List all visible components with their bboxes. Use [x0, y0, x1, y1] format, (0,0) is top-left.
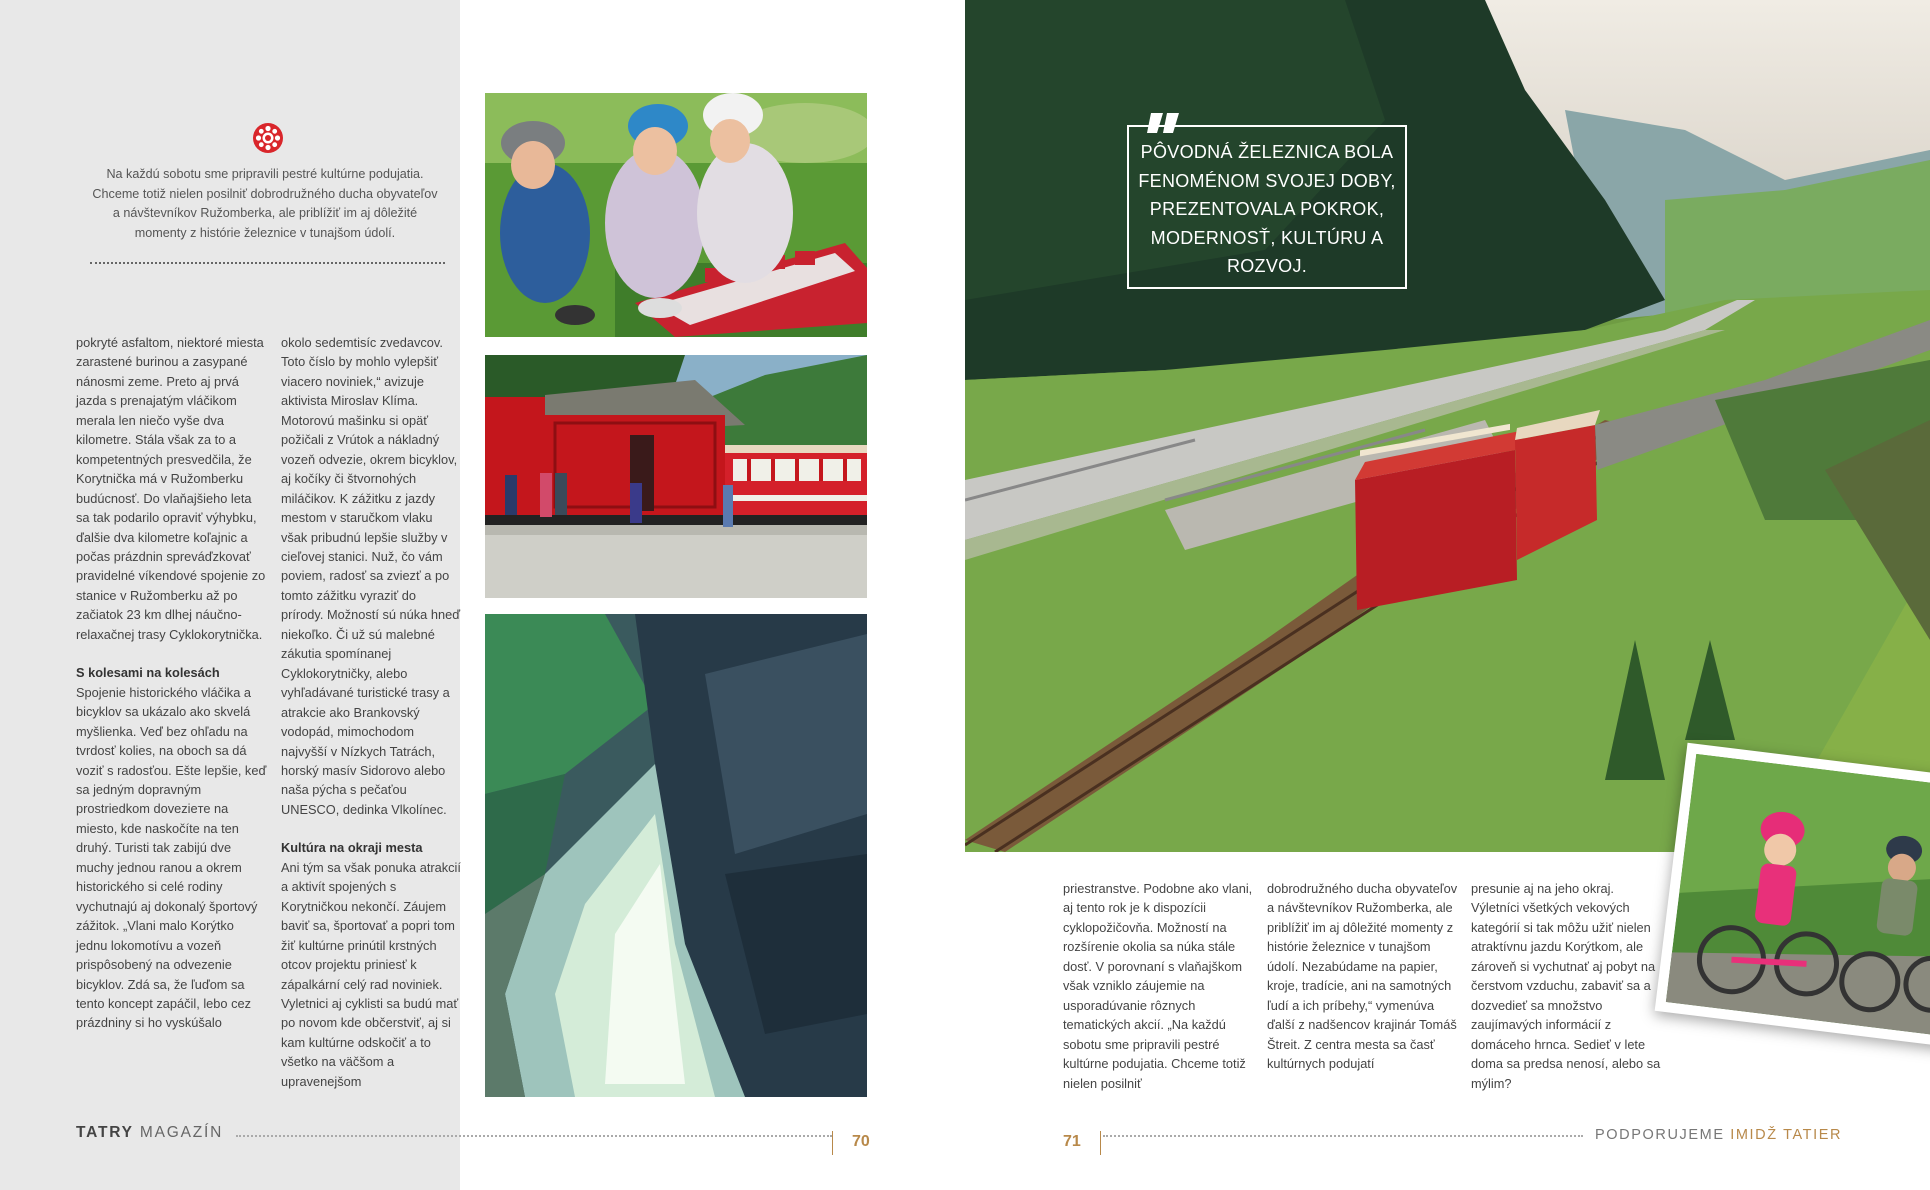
article-column-5 — [1471, 879, 1661, 1093]
page-number-right: 71 — [1063, 1133, 1081, 1150]
subheading: S kolesami na kolesách — [76, 665, 220, 681]
article-column-4 — [1267, 879, 1459, 1074]
slogan-light: PODPORUJEME — [1595, 1127, 1725, 1143]
paragraph: pokryté asfaltom, niektoré miesta zarastené burinou a zasypané nánosmi zeme. Preto aj prvá jazda s prenajatým vláčikom merala len niečo vyše dva kilometre. Stála však za to a kompetentných presvedčila, že Korytnička má v Ružomberku budúcnosť. Do vlaňajšieho leta sa tak podarilo opraviť výhybku, ďalšie dva kilometre koľajnic a počas prázdnin spreváďzkovať pravidelné víkendové spojenie zo stanice v Ružomberku až po začiatok 23 km dlhej náučno-relaxačnej trasy Cyklokorytnička. — [76, 335, 266, 642]
brand-bold: TATRY — [76, 1124, 134, 1141]
photo-train-valley — [965, 0, 1930, 852]
footer-dotline-left — [236, 1135, 832, 1137]
page-number-left: 70 — [852, 1133, 870, 1150]
paragraph: priestranstve. Podobne ako vlani, aj tento rok je k dispozícii cyklopožičovňa. Možností na rozšírenie okolia sa núka stále dosť. V porovnaní s vlaňajškom však vzniklo záujemie na usporadúvanie rôznych tematických akcií. „Na každú sobotu sme pripravili pestré kultúrne podujatia. Chceme totiž nielen posilniť — [1063, 881, 1253, 1091]
photo-children-cyclists — [485, 93, 867, 337]
article-column-2 — [281, 333, 461, 1091]
photo-train-station — [485, 355, 867, 598]
paragraph: Ani tým sa však ponuka atrakcií a aktivít spojených s Korytničkou nekončí. Záujem baviť sa, športovať a popri tom žiť kultúrne prinútil krstných otcov projektu priniesť k zápalkární celý rad noviniek. Vyletnici aj cyklisti sa budú mať po novom kde občerstviť, aj si kam kultúrne odskočiť a to všetko na väčšom a upravenejšom — [281, 859, 461, 1089]
sidebar-divider — [90, 262, 445, 264]
sidebar-quote: Na každú sobotu sme pripravili pestré kultúrne podujatia. Chceme totiž nielen posilniť dobrodružného ducha obyvateľov a návštevníkov Ružomberka, ale priblížiť im aj dôležité momenty z histórie železnice v tunajšom údolí. — [92, 167, 438, 240]
pull-quote: PÔVODNÁ ŽELEZNICA BOLA FENOMÉNOM SVOJEJ DOBY, PREZENTOVALA POKROK, MODERNOSŤ, KULTÚRU A ROZVOJ. — [1127, 125, 1407, 289]
article-column-3 — [1063, 879, 1256, 1093]
photo-waterfall-rocks — [485, 614, 867, 1097]
slogan-accent: IMIDŽ TATIER — [1730, 1127, 1843, 1143]
footer-dotline-right — [1103, 1135, 1583, 1137]
subheading: Kultúra na okraji mesta — [281, 840, 423, 856]
article-column-1 — [76, 333, 268, 1033]
magazine-brand — [76, 1124, 223, 1142]
paragraph: okolo sedemtisíc zvedavcov. Toto číslo by mohlo vylepšiť viacero noviniek,“ avizuje aktivista Miroslav Klíma. Motorovú mašinku si opäť požičali z Vrútok a nákladný vozeň odvezie, okrem bicyklov, aj kočíky či štvornohých miláčikov. K zážitku z jazdy mestom v staručkom vlaku však pribudnú lepšie služby v cieľovej stanici. Nuž, čo vám poviem, radosť sa zviezť a po tomto zážitku vyraziť do prírody. Možností sú núka hneď niekoľko. Či už sú malebné zákutia spomínanej Cyklokorytničky, alebo vyhľadávané turistické trasy a atrakcie ako Brankovský vodopád, mimochodom najvyšší v Nízkych Tatrách, horský masív Sidorovo alebo naša pýcha s pečaťou UNESCO, dedinka Vlkolínec. — [281, 335, 461, 817]
brand-light: MAGAZÍN — [139, 1124, 224, 1141]
paragraph: dobrodružného ducha obyvateľov a návštevníkov Ružomberka, ale priblížiť im aj dôležité momenty z histórie železnice v tunajšom údolí. Nezabúdame na papier, kroje, tradície, ani na samotných ľudí a ich príbehy,“ vymenúva ďalší z nadšencov krajinár Tomáš Štreit. Z centra mesta sa časť kultúrnych podujatí — [1267, 881, 1458, 1072]
footer-tick-left — [832, 1131, 833, 1155]
footer-slogan — [1595, 1127, 1842, 1143]
paragraph: presunie aj na jeho okraj. Výletníci všetkých vekových kategórií si tak môžu užiť nielen atraktívnu jazdu Korýtkom, ale zároveň si vychutnať aj pobyt na čerstvom vzduchu, zabaviť sa a dozvedieť sa množstvo zaujímavých informácií z domáceho hrnca. Sedieť v lete doma sa predsa nenosí, alebo sa mýlim? — [1471, 881, 1661, 1091]
red-flower-icon — [252, 122, 284, 154]
photo-family-cyclists — [1655, 743, 1930, 1048]
paragraph: Spojenie historického vláčika a bicyklov sa ukázalo ako skvelá myšlienka. Veď bez ohľadu na tvrdosť kolies, na oboch sa dá voziť s radosťou. Ešte lepšie, keď sa jedným dopravným prostriedkom dovezieте na miesto, kde naskočíte na ten druhý. Turisti tak zabijú dve muchy jednou ranou a okrem historického si celé rodiny vychutnajú aj dokonalý športový zážitok. „Vlani malo Korýtko jednu lokomotívu a vozeň prispôsobený na odvezenie bicyklov. Zdá sa, že ľuďom sa tento koncept zapáčil, lebo cez prázdniny si ho vyskúšalo — [76, 684, 267, 1031]
footer-tick-right — [1100, 1131, 1101, 1155]
